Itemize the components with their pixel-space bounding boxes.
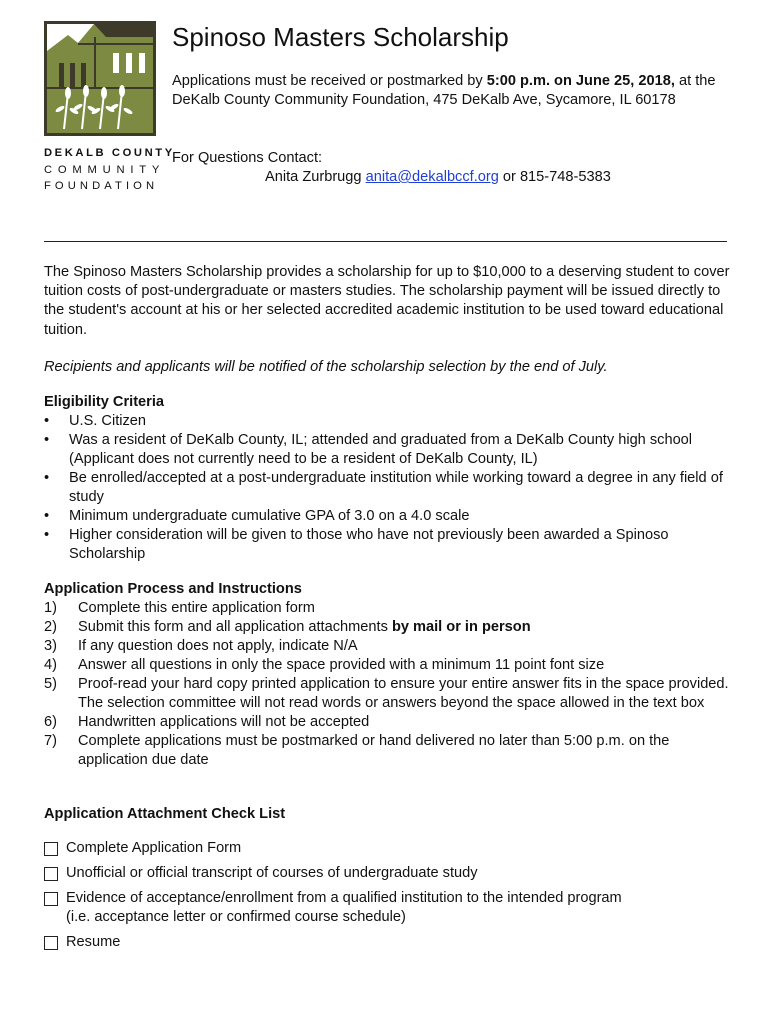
list-item-text: U.S. Citizen xyxy=(69,413,147,429)
intro-paragraph: The Spinoso Masters Scholarship provides a scholarship for up to $10,000 to a deserving student to cover tuition costs of post-undergraduate or masters studies. The scholarship payment will be issued directly to the student's account at his or her selected accredited academic institution to be used toward educational tuition. xyxy=(44,264,730,338)
org-name-line: COMMUNITY xyxy=(44,163,166,176)
checklist-item-label: Unofficial or official transcript of courses of undergraduate study xyxy=(66,865,478,881)
step-text: Submit this form and all application attachments xyxy=(78,619,392,635)
step-number: 1) xyxy=(44,600,57,616)
checklist-item xyxy=(44,864,734,883)
step-text: Complete applications must be postmarked or hand delivered no later than 5:00 p.m. on the application due date xyxy=(78,733,670,768)
list-item xyxy=(44,507,734,526)
list-item xyxy=(44,675,734,713)
deadline-date: 5:00 p.m. on June 25, 2018, xyxy=(486,73,675,89)
step-text: If any question does not apply, indicate N/A xyxy=(78,638,358,654)
list-item-text: Minimum undergraduate cumulative GPA of 3.0 on a 4.0 scale xyxy=(69,508,470,524)
checklist-item-label: Resume xyxy=(66,934,121,950)
list-item xyxy=(44,599,734,618)
step-number: 5) xyxy=(44,676,57,692)
org-name-line: FOUNDATION xyxy=(44,180,159,192)
list-item xyxy=(44,431,734,469)
step-text: Handwritten applications will not be accepted xyxy=(78,714,370,730)
process-heading: Application Process and Instructions xyxy=(44,581,302,597)
checklist-item-note: (i.e. acceptance letter or confirmed course schedule) xyxy=(66,909,406,925)
foundation-logo xyxy=(44,21,156,136)
eligibility-list xyxy=(44,412,734,564)
bullet: • xyxy=(44,470,50,486)
notification-notice: Recipients and applicants will be notified of the scholarship selection by the end of July. xyxy=(44,359,608,375)
checklist-heading: Application Attachment Check List xyxy=(44,806,286,822)
step-text: Proof-read your hard copy printed application to ensure your entire answer fits in the space provided. The selection committee will not read words or answers beyond the space allowed in the text box xyxy=(78,676,729,711)
list-item xyxy=(44,637,734,656)
step-number: 4) xyxy=(44,657,57,673)
contact-name: Anita Zurbrugg xyxy=(265,169,366,185)
eligibility-section xyxy=(44,393,734,564)
bullet: • xyxy=(44,527,50,543)
step-number: 6) xyxy=(44,714,57,730)
step-text: Complete this entire application form xyxy=(78,600,315,616)
list-item-text: Be enrolled/accepted at a post-undergraduate institution while working toward a degree in any field of study xyxy=(69,470,723,505)
process-list xyxy=(44,599,734,770)
checkbox[interactable] xyxy=(44,892,58,906)
checklist-item xyxy=(44,889,734,927)
organization-name xyxy=(44,145,175,195)
contact-label: For Questions Contact: xyxy=(172,150,323,166)
list-item-text: Higher consideration will be given to those who have not previously been awarded a Spinoso Scholarship xyxy=(69,527,669,562)
step-text-bold: by mail or in person xyxy=(391,619,531,635)
step-number: 7) xyxy=(44,733,57,749)
checklist-item xyxy=(44,839,734,858)
deadline-text xyxy=(172,72,732,110)
checkbox[interactable] xyxy=(44,867,58,881)
list-item xyxy=(44,469,734,507)
contact-email-link[interactable]: anita@dekalbccf.org xyxy=(365,169,499,185)
list-item xyxy=(44,656,734,675)
list-item xyxy=(44,526,734,564)
checkbox[interactable] xyxy=(44,936,58,950)
bullet: • xyxy=(44,432,50,448)
checklist-item xyxy=(44,933,734,952)
list-item xyxy=(44,713,734,732)
attachment-checklist xyxy=(44,805,734,952)
list-item xyxy=(44,412,734,431)
contact-line xyxy=(265,168,611,187)
process-section xyxy=(44,580,734,770)
step-text: Answer all questions in only the space provided with a minimum 11 point font size xyxy=(78,657,605,673)
org-name-line: DEKALB COUNTY xyxy=(44,147,175,159)
header-divider xyxy=(44,241,727,242)
step-number: 2) xyxy=(44,619,57,635)
list-item-text: Was a resident of DeKalb County, IL; attended and graduated from a DeKalb County high school (Applicant does not currently need to be a resident of DeKalb County, IL) xyxy=(69,432,693,467)
list-item xyxy=(44,732,734,770)
checklist-item-label: Complete Application Form xyxy=(66,840,242,856)
bullet: • xyxy=(44,413,50,429)
list-item xyxy=(44,618,734,637)
deadline-text-start: Applications must be received or postmarked by xyxy=(172,73,487,89)
step-number: 3) xyxy=(44,638,57,654)
eligibility-heading: Eligibility Criteria xyxy=(44,394,165,410)
page-title: Spinoso Masters Scholarship xyxy=(172,22,509,52)
bullet: • xyxy=(44,508,50,524)
deadline-address: at the DeKalb County Community Foundation, 475 DeKalb Ave, Sycamore, IL 60178 xyxy=(172,73,716,109)
checklist-item-label: Evidence of acceptance/enrollment from a qualified institution to the intended program xyxy=(66,890,622,906)
checkbox[interactable] xyxy=(44,842,58,856)
contact-phone: or 815-748-5383 xyxy=(498,169,611,185)
